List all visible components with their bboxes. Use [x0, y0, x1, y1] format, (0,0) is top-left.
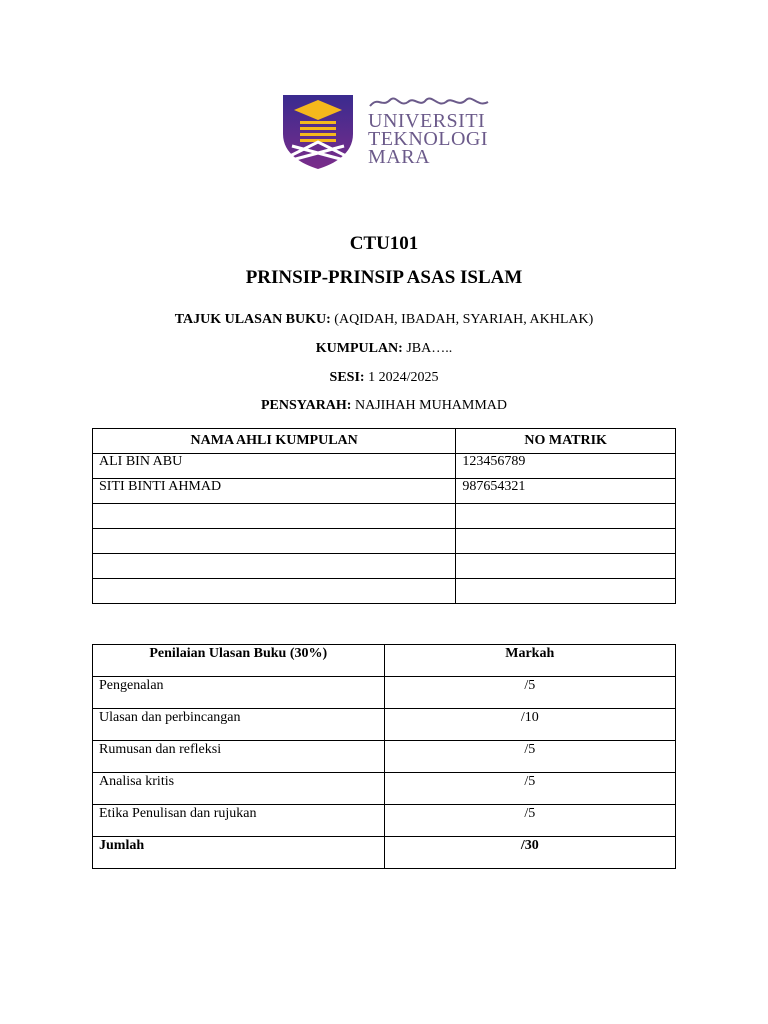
member-name-cell[interactable]: SITI BINTI AHMAD — [93, 479, 456, 504]
tajuk-line — [0, 312, 768, 328]
kumpulan-value: JBA….. — [402, 341, 453, 356]
uitm-shield-icon — [282, 94, 354, 170]
table-row — [93, 554, 676, 579]
member-matrik-cell[interactable] — [456, 504, 676, 529]
table-row — [93, 579, 676, 604]
members-table — [92, 428, 676, 604]
assessment-table — [92, 644, 676, 869]
total-row — [93, 837, 676, 869]
member-matrik-cell[interactable] — [456, 579, 676, 604]
member-matrik-cell[interactable]: 123456789 — [456, 454, 676, 479]
markah-cell[interactable]: /5 — [384, 805, 675, 837]
table-row — [93, 529, 676, 554]
uitm-logo — [282, 94, 494, 172]
logo-line-2: TEKNOLOGI — [368, 128, 489, 150]
members-header-name: NAMA AHLI KUMPULAN — [93, 429, 456, 454]
table-row — [93, 677, 676, 709]
member-matrik-cell[interactable]: 987654321 — [456, 479, 676, 504]
table-row — [93, 741, 676, 773]
members-header-matrik: NO MATRIK — [456, 429, 676, 454]
total-label: Jumlah — [93, 837, 385, 869]
criteria-cell: Rumusan dan refleksi — [93, 741, 385, 773]
criteria-cell: Analisa kritis — [93, 773, 385, 805]
criteria-cell: Pengenalan — [93, 677, 385, 709]
member-matrik-cell[interactable] — [456, 529, 676, 554]
assessment-header-criteria: Penilaian Ulasan Buku (30%) — [93, 645, 385, 677]
member-name-cell[interactable] — [93, 554, 456, 579]
members-header-row — [93, 429, 676, 454]
member-matrik-cell[interactable] — [456, 554, 676, 579]
course-code: CTU101 — [349, 233, 419, 254]
assessment-header-markah: Markah — [384, 645, 675, 677]
member-name-cell[interactable]: ALI BIN ABU — [93, 454, 456, 479]
table-row — [93, 773, 676, 805]
member-name-cell[interactable] — [93, 529, 456, 554]
logo-wordmark — [368, 112, 488, 166]
pensyarah-label: PENSYARAH: — [260, 398, 352, 413]
markah-cell[interactable]: /5 — [384, 677, 675, 709]
total-markah-cell[interactable]: /30 — [384, 837, 675, 869]
markah-cell[interactable]: /5 — [384, 741, 675, 773]
logo-line-1: UNIVERSITI — [368, 110, 486, 132]
assessment-header-row — [93, 645, 676, 677]
markah-cell[interactable]: /5 — [384, 773, 675, 805]
markah-cell[interactable]: /10 — [384, 709, 675, 741]
logo-line-3: MARA — [368, 146, 431, 168]
sesi-line — [0, 370, 768, 386]
sesi-value: 1 2024/2025 — [364, 370, 439, 385]
table-row — [93, 805, 676, 837]
table-row — [93, 709, 676, 741]
criteria-cell: Ulasan dan perbincangan — [93, 709, 385, 741]
kumpulan-label: KUMPULAN: — [315, 341, 403, 356]
table-row — [93, 454, 676, 479]
member-name-cell[interactable] — [93, 504, 456, 529]
jawi-script-icon — [368, 94, 490, 110]
kumpulan-line — [0, 341, 768, 357]
pensyarah-value: NAJIHAH MUHAMMAD — [351, 398, 508, 413]
table-row — [93, 504, 676, 529]
pensyarah-line — [0, 398, 768, 414]
tajuk-label: TAJUK ULASAN BUKU: — [174, 312, 331, 327]
table-row — [93, 479, 676, 504]
member-name-cell[interactable] — [93, 579, 456, 604]
sesi-label: SESI: — [329, 370, 365, 385]
course-title: PRINSIP-PRINSIP ASAS ISLAM — [245, 267, 523, 288]
tajuk-value: (AQIDAH, IBADAH, SYARIAH, AKHLAK) — [330, 312, 594, 327]
criteria-cell: Etika Penulisan dan rujukan — [93, 805, 385, 837]
